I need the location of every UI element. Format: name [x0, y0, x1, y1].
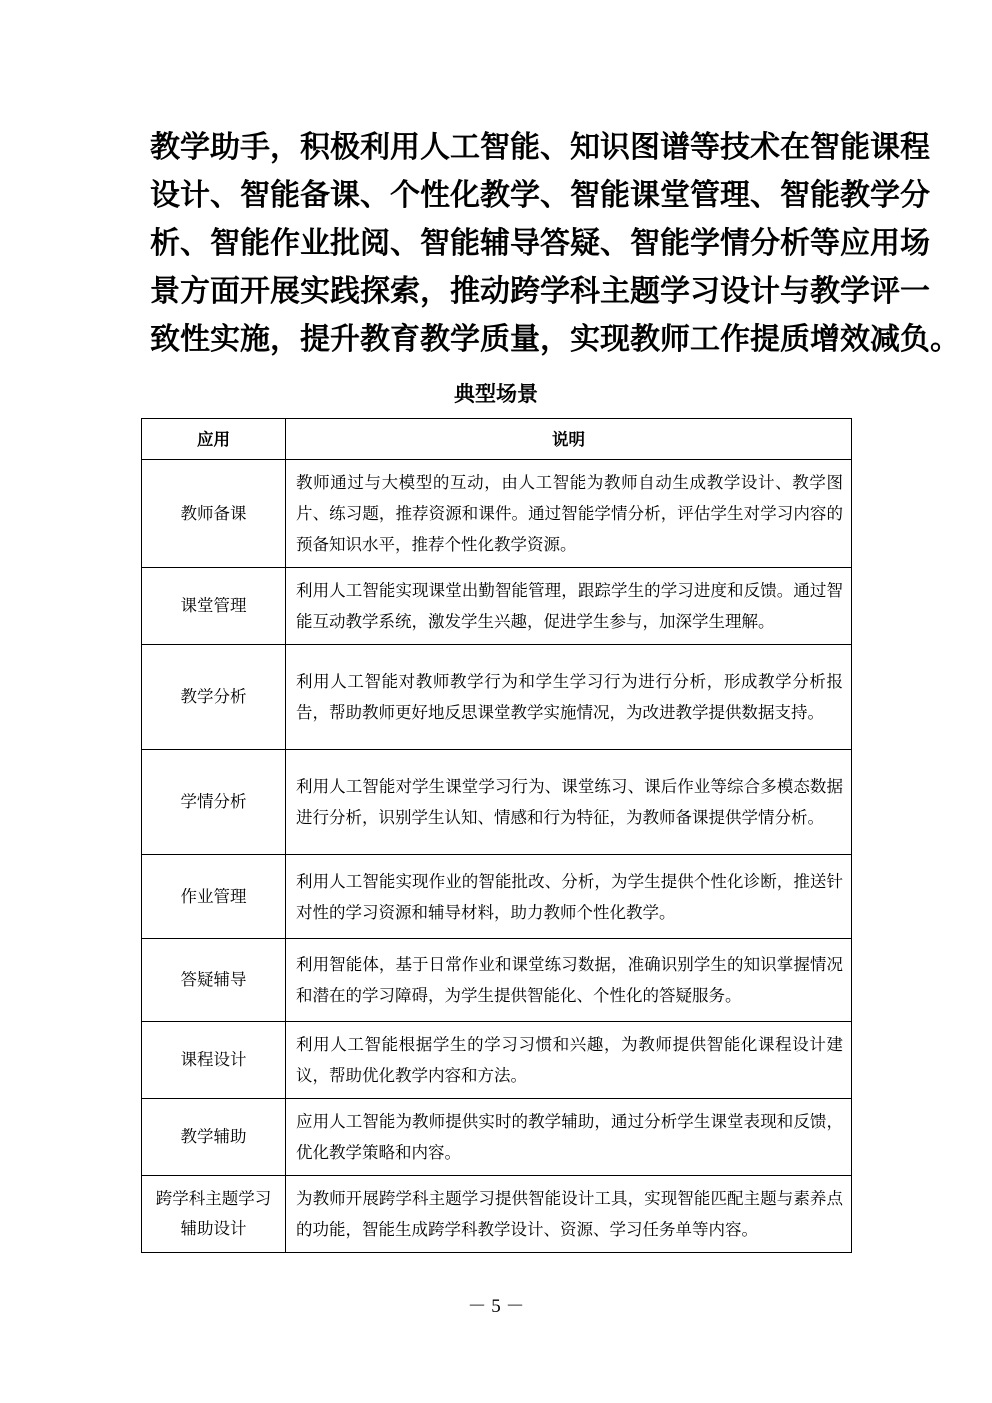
row-application: 学情分析 [142, 750, 286, 855]
row-application: 课堂管理 [142, 568, 286, 645]
row-description: 利用人工智能实现课堂出勤智能管理，跟踪学生的学习进度和反馈。通过智能互动教学系统，激发学生兴趣，促进学生参与，加深学生理解。 [286, 568, 852, 645]
header-application: 应用 [142, 419, 286, 460]
row-application: 作业管理 [142, 855, 286, 939]
table-row [142, 1022, 852, 1099]
row-application: 教学辅助 [142, 1099, 286, 1176]
table-row [142, 1099, 852, 1176]
paragraph-line: 景方面开展实践探索，推动跨学科主题学习设计与教学评一 [150, 274, 930, 309]
row-description: 利用人工智能实现作业的智能批改、分析，为学生提供个性化诊断，推送针对性的学习资源和辅导材料，助力教师个性化教学。 [286, 855, 852, 939]
table-header-row [142, 419, 852, 460]
paragraph-line: 设计、智能备课、个性化教学、智能课堂管理、智能教学分 [150, 178, 930, 213]
row-description: 利用人工智能对学生课堂学习行为、课堂练习、课后作业等综合多模态数据进行分析，识别学生认知、情感和行为特征，为教师备课提供学情分析。 [286, 750, 852, 855]
table-row [142, 855, 852, 939]
page-number: － 5 － [467, 1296, 525, 1317]
row-application: 教学分析 [142, 645, 286, 750]
table-row [142, 460, 852, 568]
header-description: 说明 [286, 419, 852, 460]
row-application: 课程设计 [142, 1022, 286, 1099]
paragraph-line: 致性实施，提升教育教学质量，实现教师工作提质增效减负。 [150, 322, 960, 357]
table-row [142, 568, 852, 645]
row-description: 利用人工智能对教师教学行为和学生学习行为进行分析，形成教学分析报告，帮助教师更好地反思课堂教学实施情况，为改进教学提供数据支持。 [286, 645, 852, 750]
row-application: 答疑辅导 [142, 939, 286, 1022]
row-description: 为教师开展跨学科主题学习提供智能设计工具，实现智能匹配主题与素养点的功能，智能生成跨学科教学设计、资源、学习任务单等内容。 [286, 1176, 852, 1253]
table-row [142, 939, 852, 1022]
paragraph-line: 教学助手，积极利用人工智能、知识图谱等技术在智能课程 [150, 130, 930, 165]
row-description: 利用人工智能根据学生的学习习惯和兴趣，为教师提供智能化课程设计建议，帮助优化教学内容和方法。 [286, 1022, 852, 1099]
scenario-table [141, 418, 852, 1253]
table-row [142, 750, 852, 855]
table-row [142, 1176, 852, 1253]
table-row [142, 645, 852, 750]
paragraph-line: 析、智能作业批阅、智能辅导答疑、智能学情分析等应用场 [150, 226, 930, 261]
row-description: 教师通过与大模型的互动，由人工智能为教师自动生成教学设计、教学图片、练习题，推荐资源和课件。通过智能学情分析，评估学生对学习内容的预备知识水平，推荐个性化教学资源。 [286, 460, 852, 568]
table-title: 典型场景 [454, 381, 538, 406]
row-application: 教师备课 [142, 460, 286, 568]
row-description: 应用人工智能为教师提供实时的教学辅助，通过分析学生课堂表现和反馈，优化教学策略和内容。 [286, 1099, 852, 1176]
row-application: 跨学科主题学习辅助设计 [142, 1176, 286, 1253]
row-description: 利用智能体，基于日常作业和课堂练习数据，准确识别学生的知识掌握情况和潜在的学习障碍，为学生提供智能化、个性化的答疑服务。 [286, 939, 852, 1022]
